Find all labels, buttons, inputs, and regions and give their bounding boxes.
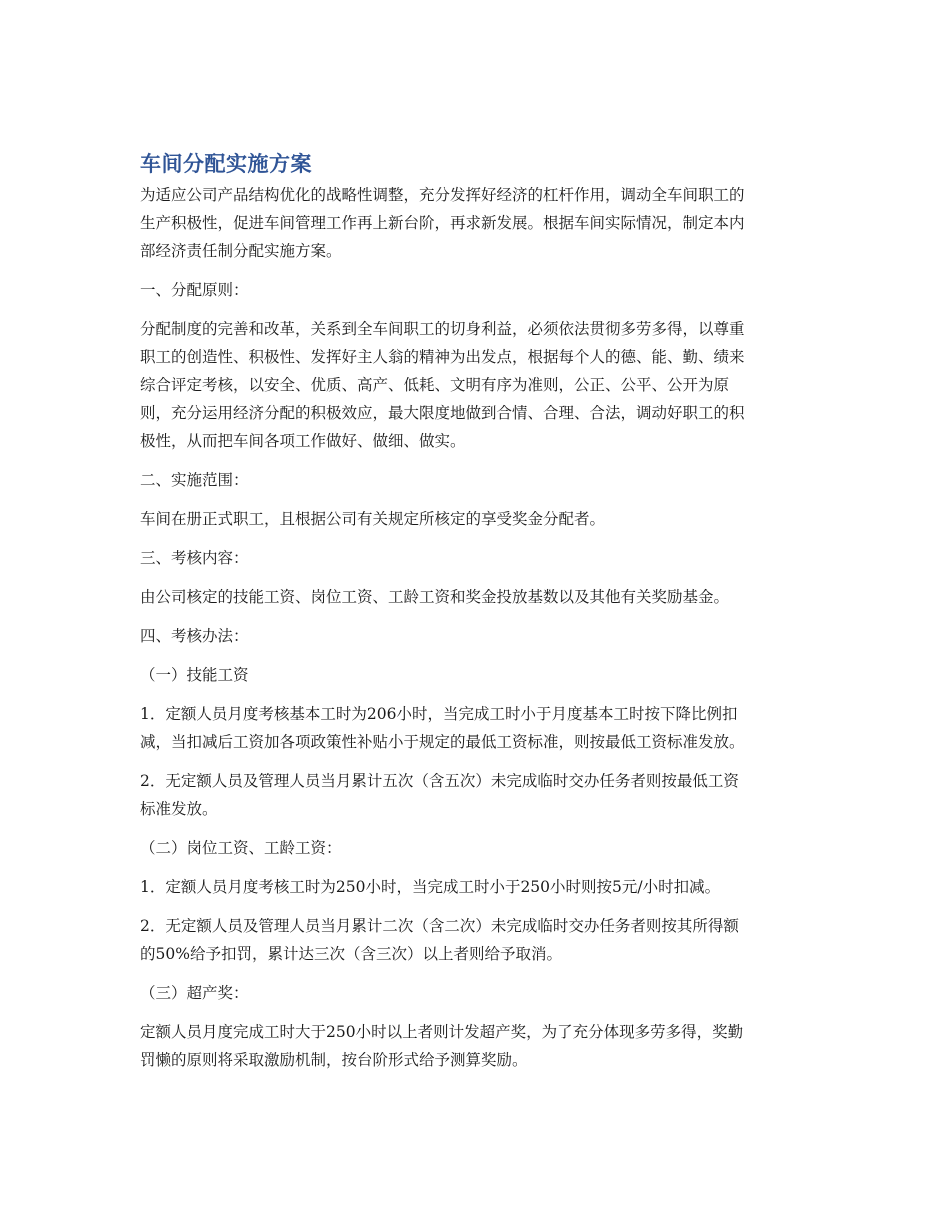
- subsection3-paragraph: [140, 1018, 810, 1074]
- subsection3-heading: （三）超产奖：: [140, 984, 249, 1002]
- subsection1-heading: （一）技能工资: [140, 666, 249, 684]
- text-line: 则，充分运用经济分配的积极效应，最大限度地做到合情、合理、合法，调动好职工的积: [140, 404, 745, 422]
- text-line: 1．定额人员月度考核基本工时为206小时，当完成工时小于月度基本工时按下降比例扣: [140, 705, 738, 723]
- section1-paragraph: [140, 315, 810, 455]
- text-line: 综合评定考核，以安全、优质、高产、低耗、文明有序为准则，公正、公平、公开为原: [140, 376, 730, 394]
- subsection2-item2: [140, 912, 810, 968]
- text-line: 定额人员月度完成工时大于250小时以上者则计发超产奖，为了充分体现多劳多得，奖勤: [140, 1023, 744, 1041]
- document-body: [140, 149, 810, 1085]
- document-title: 车间分配实施方案: [140, 152, 312, 176]
- text-line: 2．无定额人员及管理人员当月累计二次（含二次）未完成临时交办任务者则按其所得额: [140, 917, 739, 935]
- text-line: 的50%给予扣罚，累计达三次（含三次）以上者则给予取消。: [140, 945, 562, 963]
- text-line: 分配制度的完善和改革，关系到全车间职工的切身利益，必须依法贯彻多劳多得，以尊重: [140, 320, 745, 338]
- section2-heading: 二、实施范围：: [140, 471, 249, 489]
- subsection2-heading: （二）岗位工资、工龄工资：: [140, 839, 342, 857]
- text-line: 标准发放。: [140, 800, 218, 818]
- section2-paragraph: 车间在册正式职工，且根据公司有关规定所核定的享受奖金分配者。: [140, 510, 606, 528]
- text-line: 2．无定额人员及管理人员当月累计五次（含五次）未完成临时交办任务者则按最低工资: [140, 772, 739, 790]
- section4-heading: 四、考核办法：: [140, 627, 249, 645]
- text-line: 极性，从而把车间各项工作做好、做细、做实。: [140, 432, 466, 450]
- subsection1-item1: [140, 700, 810, 756]
- section3-paragraph: 由公司核定的技能工资、岗位工资、工龄工资和奖金投放基数以及其他有关奖励基金。: [140, 588, 730, 606]
- section3-heading: 三、考核内容：: [140, 549, 249, 567]
- text-line: 职工的创造性、积极性、发挥好主人翁的精神为出发点，根据每个人的德、能、勤、绩来: [140, 348, 745, 366]
- text-line: 部经济责任制分配实施方案。: [140, 242, 342, 260]
- text-line: 减，当扣减后工资加各项政策性补贴小于规定的最低工资标准，则按最低工资标准发放。: [140, 733, 745, 751]
- text-line: 罚懒的原则将采取激励机制，按台阶形式给予测算奖励。: [140, 1051, 528, 1069]
- text-line: 为适应公司产品结构优化的战略性调整，充分发挥好经济的杠杆作用，调动全车间职工的: [140, 186, 745, 204]
- text-line: 生产积极性，促进车间管理工作再上新台阶，再求新发展。根据车间实际情况，制定本内: [140, 214, 745, 232]
- subsection2-item1: 1．定额人员月度考核工时为250小时，当完成工时小于250小时则按5元/小时扣减。: [140, 878, 721, 896]
- intro-paragraph: [140, 181, 810, 265]
- subsection1-item2: [140, 767, 810, 823]
- section1-heading: 一、分配原则：: [140, 281, 249, 299]
